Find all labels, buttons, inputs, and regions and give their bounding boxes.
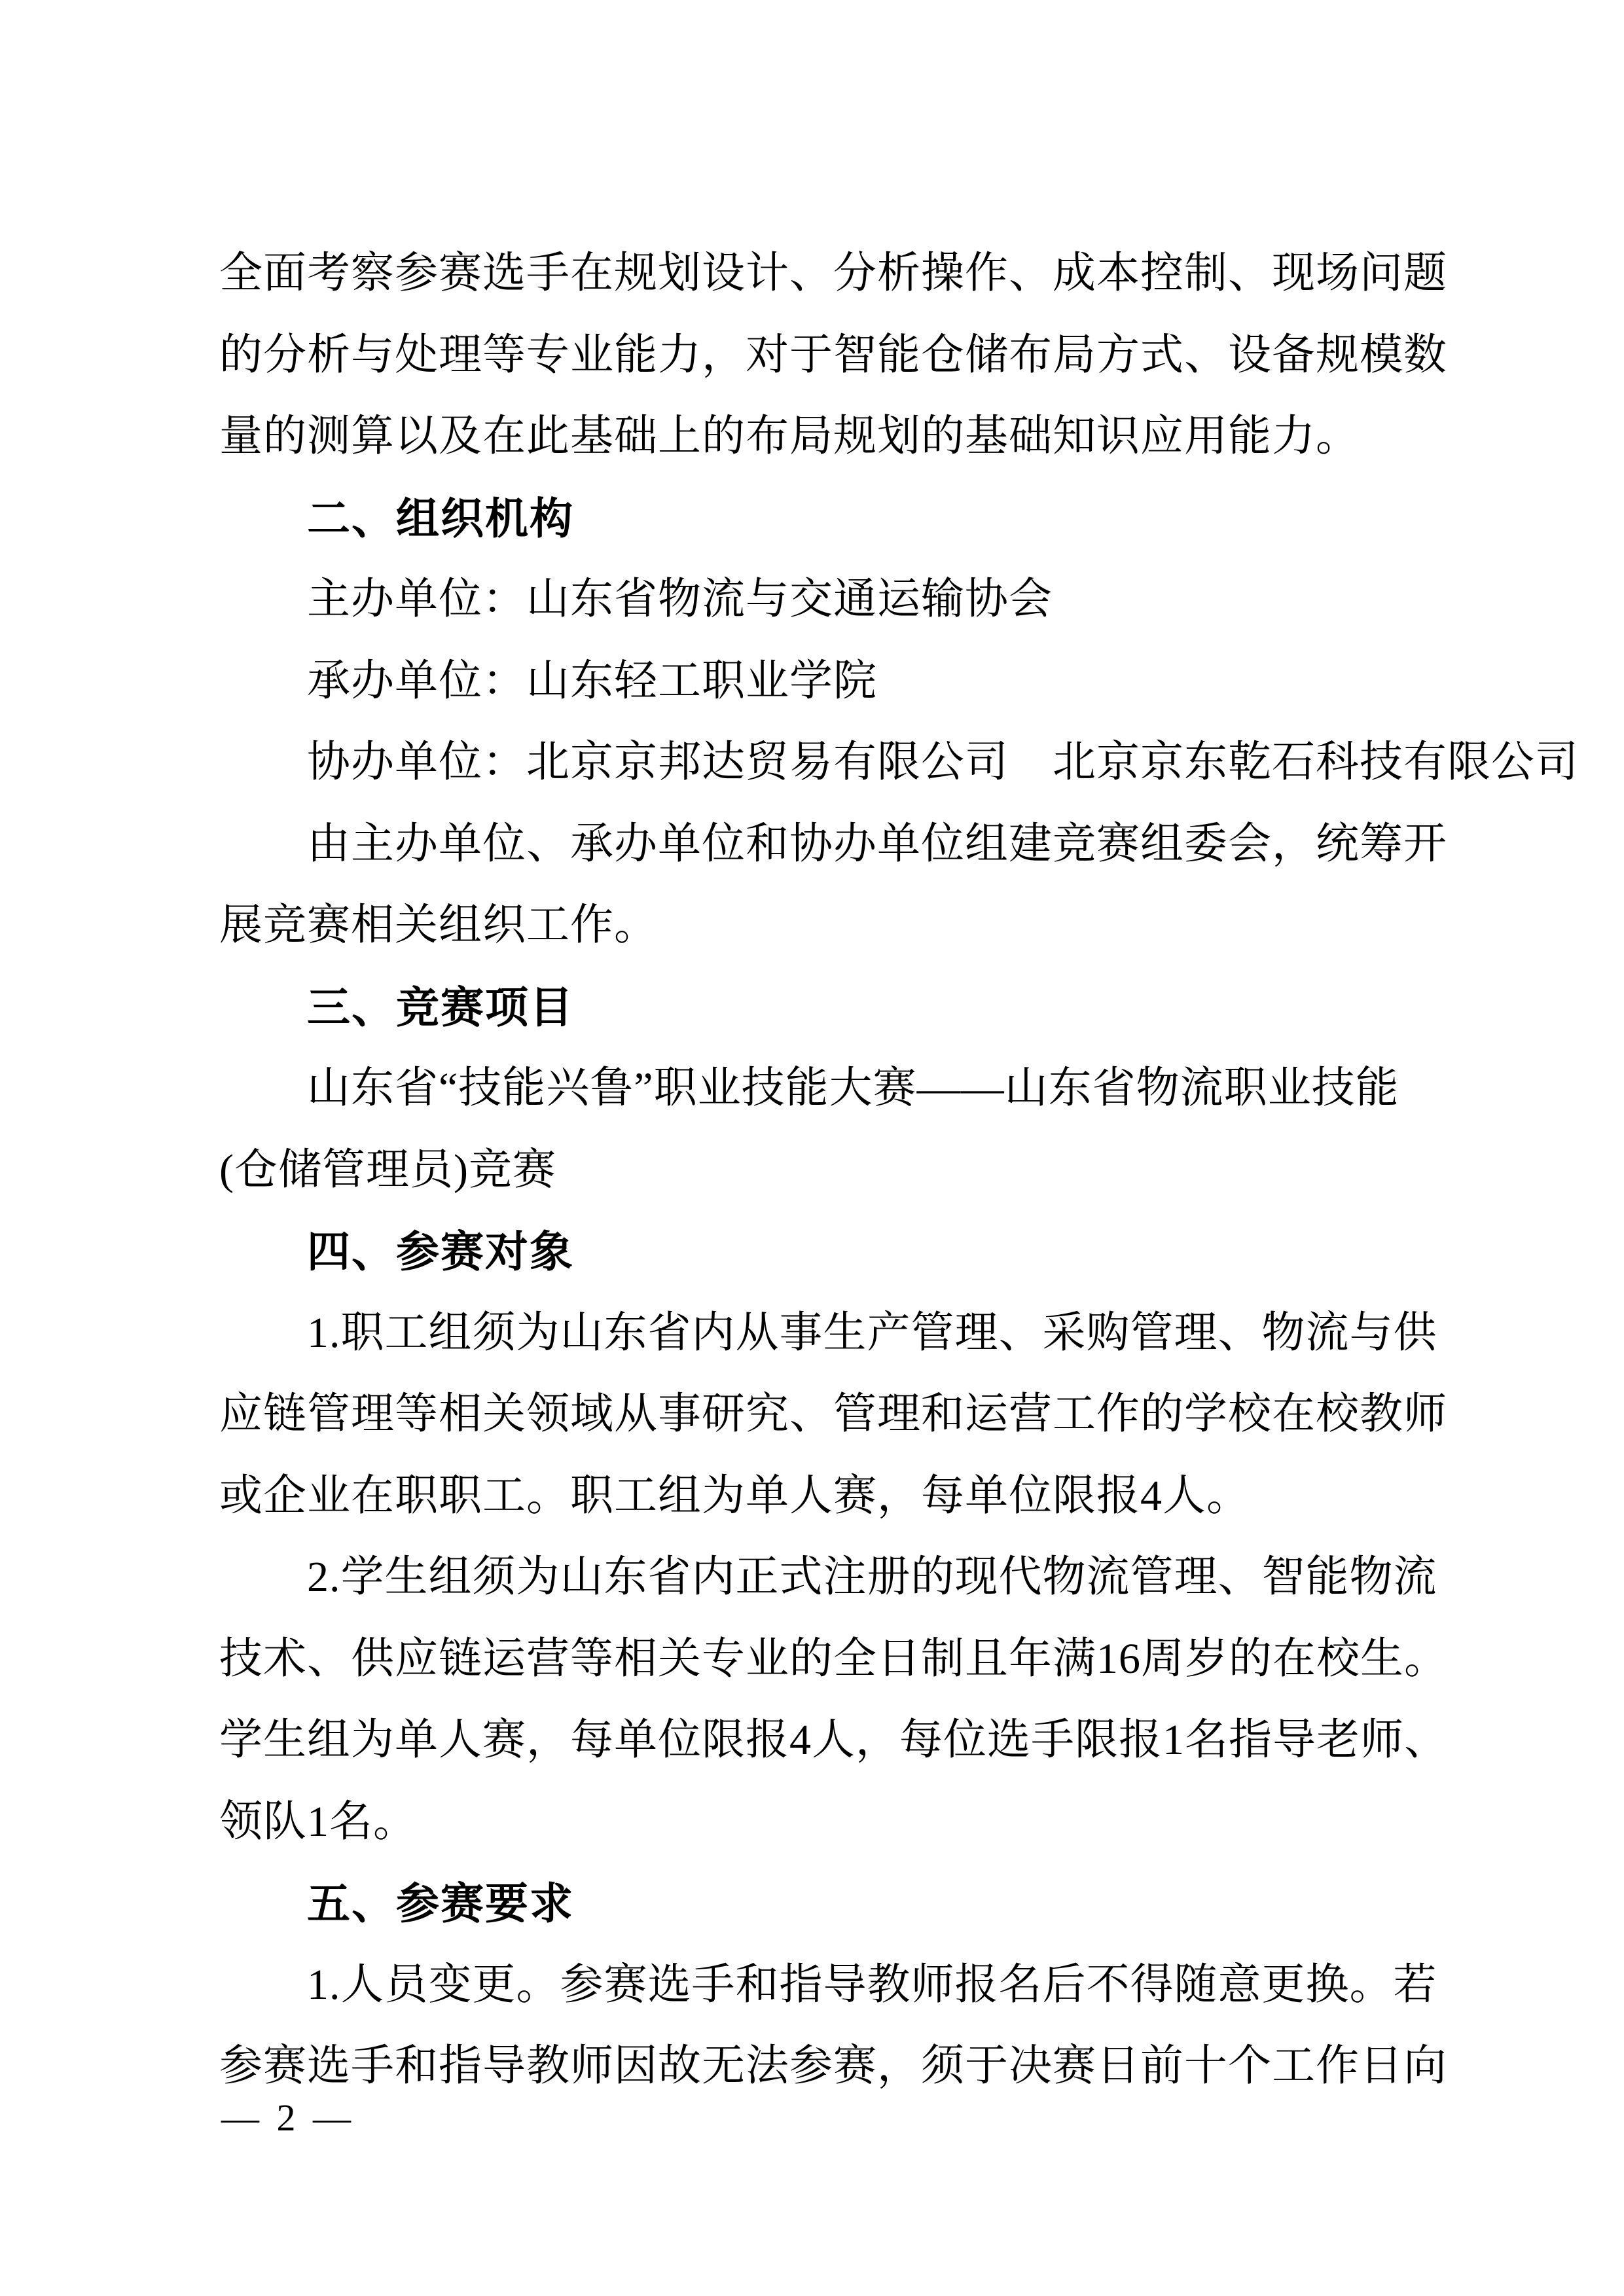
body-line: (仓储管理员)竞赛 [219,1145,556,1194]
body-line: 应链管理等相关领域从事研究、管理和运营工作的学校在校教师 [219,1390,1447,1438]
body-line: 或企业在职职工。职工组为单人赛，每单位限报4人。 [219,1471,1250,1520]
body-line: 的分析与处理等专业能力，对于智能仓储布局方式、设备规模数 [219,331,1447,379]
body-line-organizer-unit: 承办单位：山东轻工职业学院 [307,656,877,705]
heading-organization: 二、组织机构 [307,493,574,543]
body-line: 量的测算以及在此基础上的布局规划的基础知识应用能力。 [219,412,1360,460]
body-line: 1.职工组须为山东省内从事生产管理、采购管理、物流与供 [307,1308,1437,1357]
body-line: 参赛选手和指导教师因故无法参赛，须于决赛日前十个工作日向 [219,2042,1447,2090]
body-line: 技术、供应链运营等相关专业的全日制且年满16周岁的在校生。 [219,1634,1448,1683]
body-line-competition-name: 山东省“技能兴鲁”职业技能大赛——山东省物流职业技能 [307,1064,1399,1112]
page-number: — 2 — [221,2096,355,2139]
body-line: 2.学生组须为山东省内正式注册的现代物流管理、智能物流 [307,1553,1437,1601]
body-line: 全面考察参赛选手在规划设计、分析操作、成本控制、现场问题 [219,249,1447,297]
body-line: 学生组为单人赛，每单位限报4人，每位选手限报1名指导老师、 [219,1716,1448,1764]
heading-competition-event: 三、竞赛项目 [307,982,574,1031]
body-line-co-organizer-unit: 协办单位：北京京邦达贸易有限公司 北京京东乾石科技有限公司 [307,738,1579,786]
body-line: 领队1名。 [219,1797,417,1846]
body-line: 展竞赛相关组织工作。 [219,901,658,949]
body-line: 由主办单位、承办单位和协办单位组建竞赛组委会，统筹开 [307,819,1447,868]
body-line: 1.人员变更。参赛选手和指导教师报名后不得随意更换。若 [307,1960,1437,2009]
heading-participants: 四、参赛对象 [307,1227,574,1276]
heading-requirements: 五、参赛要求 [307,1879,574,1928]
document-body [219,233,1579,2108]
body-line-host-unit: 主办单位：山东省物流与交通运输协会 [307,575,1053,623]
